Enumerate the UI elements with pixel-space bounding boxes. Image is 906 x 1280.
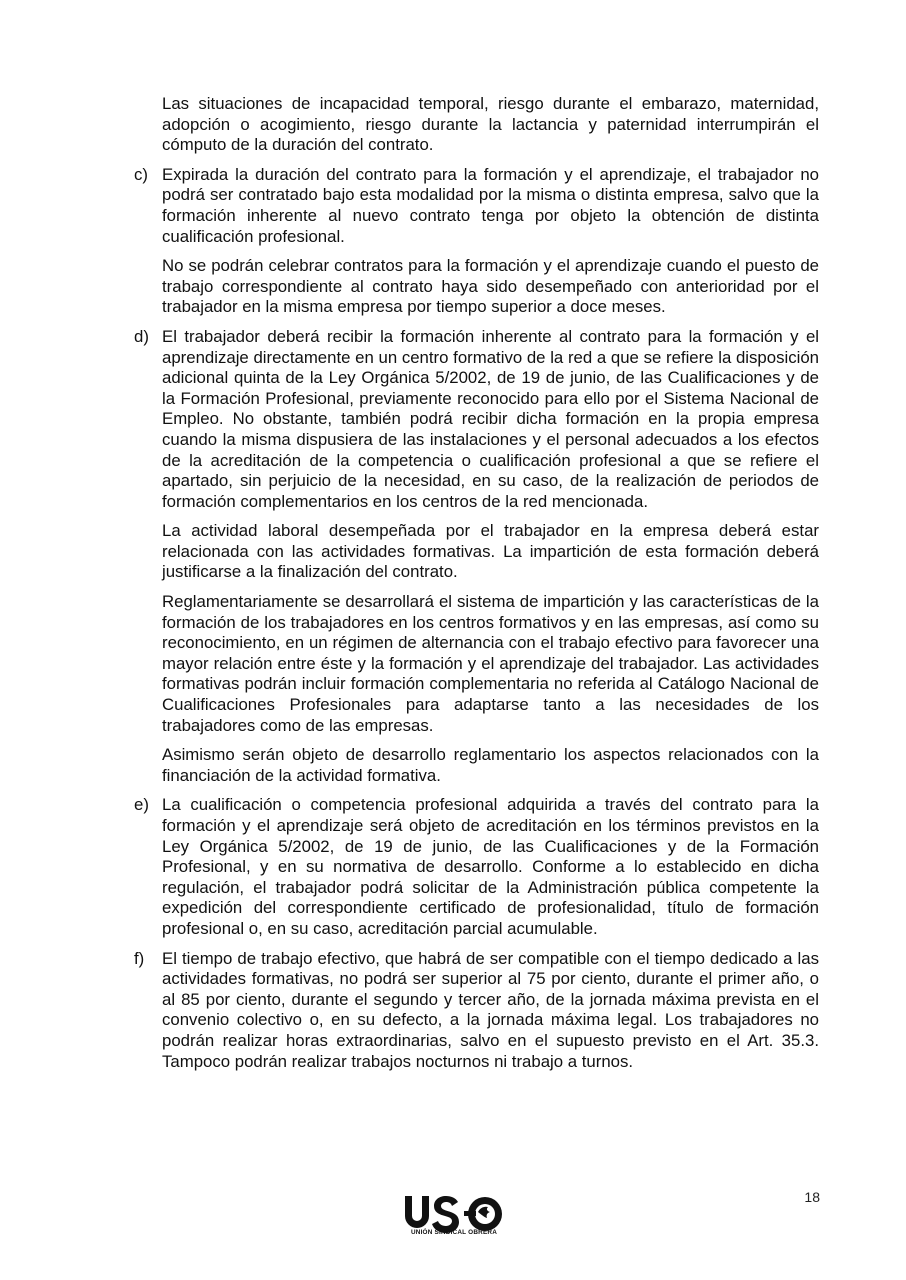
list-item-paragraph: El trabajador deberá recibir la formación inherente al contrato para la formación y el aprendizaje directamente en un centro formativo de la red a que se refiere la disposición adicional quinta de la Ley Orgánica 5/2002, de 19 de junio, de las Cualificaciones y de la Formación Profesional, previamente reconocido para ello por el Sistema Nacional de Empleo. No obstante, también podrá recibir dicha formación en la propia empresa cuando la misma dispusiera de las instalaciones y el personal adecuados a los efectos de la acreditación de la competencia o cualificación profesional a que se refiere el apartado, sin perjuicio de la necesidad, en su caso, de la realización de periodos de formación complementarios en los centros de la red mencionada.	[162, 326, 819, 511]
intro-paragraph: Las situaciones de incapacidad temporal, riesgo durante el embarazo, maternidad, adopción o acogimiento, riesgo durante la lactancia y paternidad interrumpirán el cómputo de la duración del contrato.	[162, 94, 819, 155]
list-marker: f)	[134, 948, 145, 968]
list-item-e	[134, 795, 819, 939]
page-number: 18	[804, 1189, 820, 1205]
list-marker: e)	[134, 795, 149, 815]
logo-subtitle: UNIÓN SINDICAL OBRERA	[410, 1229, 498, 1236]
list-item-paragraph: La cualificación o competencia profesional adquirida a través del contrato para la formación y el aprendizaje será objeto de acreditación en los términos previstos en la Ley Orgánica 5/2002, de 19 de junio, de las Cualificaciones y de la Formación Profesional, y en su normativa de desarrollo. Conforme a lo establecido en dicha regulación, el trabajador podrá solicitar de la Administración pública competente la expedición del correspondiente certificado de profesionalidad, título de formación profesional o, en su caso, acreditación parcial acumulable.	[162, 795, 819, 938]
list-item-paragraph: Reglamentariamente se desarrollará el sistema de impartición y las características de la formación de los trabajadores en los centros formativos y en las empresas, así como su reconocimiento, en un régimen de alternancia con el trabajo efectivo para favorecer una mayor relación entre éste y la formación y el aprendizaje del trabajador. Las actividades formativas podrán incluir formación complementaria no referida al Catálogo Nacional de Cualificaciones Profesionales para adaptarse tanto a las necesidades de los trabajadores como de las empresas.	[162, 592, 819, 735]
list-item-paragraph: El tiempo de trabajo efectivo, que habrá de ser compatible con el tiempo dedicado a las actividades formativas, no podrá ser superior al 75 por ciento, durante el primer año, o al 85 por ciento, durante el segundo y tercer año, de la jornada máxima prevista en el convenio colectivo o, en su defecto, a la jornada máxima legal. Los trabajadores no podrán realizar horas extraordinarias, salvo en el supuesto previsto en el Art. 35.3. Tampoco podrán realizar trabajos nocturnos ni trabajo a turnos.	[162, 948, 819, 1071]
list-item-d	[134, 327, 819, 786]
document-body	[134, 94, 819, 1081]
list-item-paragraph: No se podrán celebrar contratos para la formación y el aprendizaje cuando el puesto de trabajo correspondiente al contrato haya sido desempeñado con anterioridad por el trabajador en la misma empresa por tiempo superior a doce meses.	[162, 256, 819, 317]
list-marker: d)	[134, 326, 149, 346]
list-item-c	[134, 165, 819, 318]
list-item-paragraph: La actividad laboral desempeñada por el trabajador en la empresa deberá estar relacionada con las actividades formativas. La impartición de esta formación deberá justificarse a la finalización del contrato.	[162, 521, 819, 582]
list-item-paragraph: Expirada la duración del contrato para la formación y el aprendizaje, el trabajador no podrá ser contratado bajo esta modalidad por la misma o distinta empresa, salvo que la formación inherente al nuevo contrato tenga por objeto la obtención de distinta cualificación profesional.	[162, 164, 819, 246]
list-marker: c)	[134, 164, 148, 184]
list-item-paragraph: Asimismo serán objeto de desarrollo reglamentario los aspectos relacionados con la financiación de la actividad formativa.	[162, 745, 819, 785]
list-item-f	[134, 949, 819, 1073]
